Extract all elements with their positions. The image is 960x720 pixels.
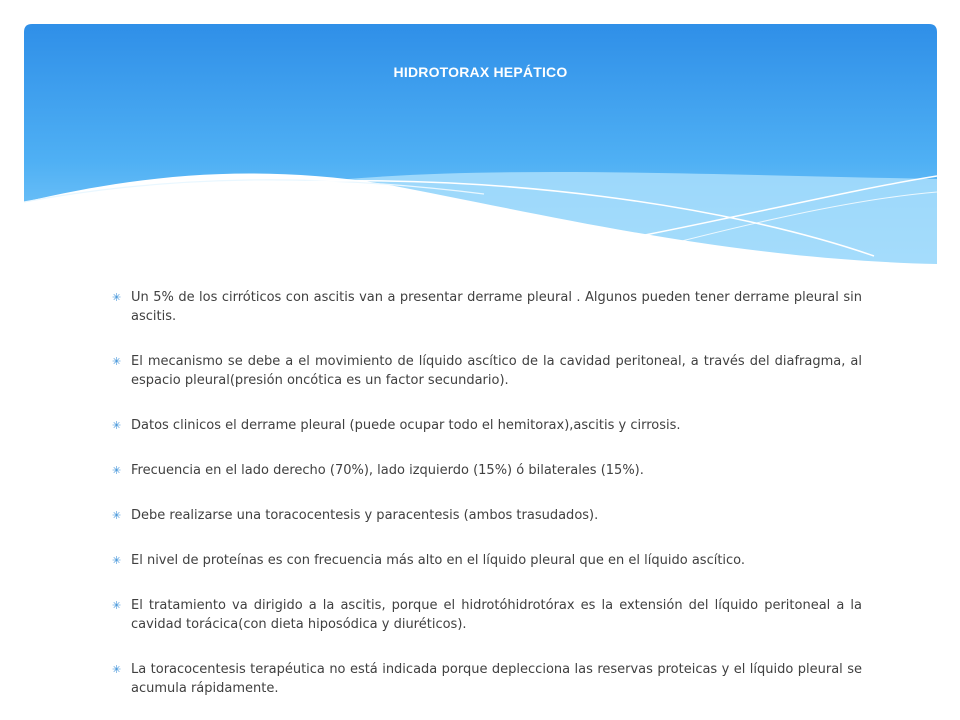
slide-title: HIDROTORAX HEPÁTICO xyxy=(393,64,568,80)
bullet-text: La toracocentesis terapéutica no está indicada porque deplecciona las reservas proteicas y el líquido pleural se acumula rápidamente. xyxy=(131,662,862,696)
asterisk-icon: ✳ xyxy=(112,509,122,522)
bullet-item xyxy=(112,288,862,326)
bullet-text: El nivel de proteínas es con frecuencia más alto en el líquido pleural que en el líquido ascítico. xyxy=(131,553,746,568)
bullet-item xyxy=(112,596,862,634)
bullet-text: Datos clinicos el derrame pleural (puede ocupar todo el hemitorax),ascitis y cirrosis. xyxy=(131,418,681,433)
bullet-item xyxy=(112,506,862,525)
bullet-item xyxy=(112,551,862,570)
asterisk-icon: ✳ xyxy=(112,419,122,432)
asterisk-icon: ✳ xyxy=(112,554,122,567)
bullet-text: El mecanismo se debe a el movimiento de líquido ascítico de la cavidad peritoneal, a través del diafragma, al espacio pleural(presión oncótica es un factor secundario). xyxy=(131,354,862,388)
bullet-text: Frecuencia en el lado derecho (70%), lado izquierdo (15%) ó bilaterales (15%). xyxy=(131,463,644,478)
asterisk-icon: ✳ xyxy=(112,355,122,368)
bullet-text: Debe realizarse una toracocentesis y paracentesis (ambos trasudados). xyxy=(131,508,599,523)
wave-graphic xyxy=(24,24,937,274)
asterisk-icon: ✳ xyxy=(112,663,122,676)
bullet-item xyxy=(112,352,862,390)
bullet-list xyxy=(112,288,862,720)
asterisk-icon: ✳ xyxy=(112,464,122,477)
bullet-item xyxy=(112,461,862,480)
bullet-item xyxy=(112,416,862,435)
asterisk-icon: ✳ xyxy=(112,599,122,612)
asterisk-icon: ✳ xyxy=(112,291,122,304)
bullet-item xyxy=(112,660,862,698)
bullet-text: El tratamiento va dirigido a la ascitis, porque el hidrotóhidrotórax es la extensión del líquido peritoneal a la cavidad torácica(con dieta hiposódica y diuréticos). xyxy=(131,598,862,632)
bullet-text: Un 5% de los cirróticos con ascitis van a presentar derrame pleural . Algunos pueden tener derrame pleural sin ascitis. xyxy=(131,290,862,324)
header-banner xyxy=(24,24,937,274)
